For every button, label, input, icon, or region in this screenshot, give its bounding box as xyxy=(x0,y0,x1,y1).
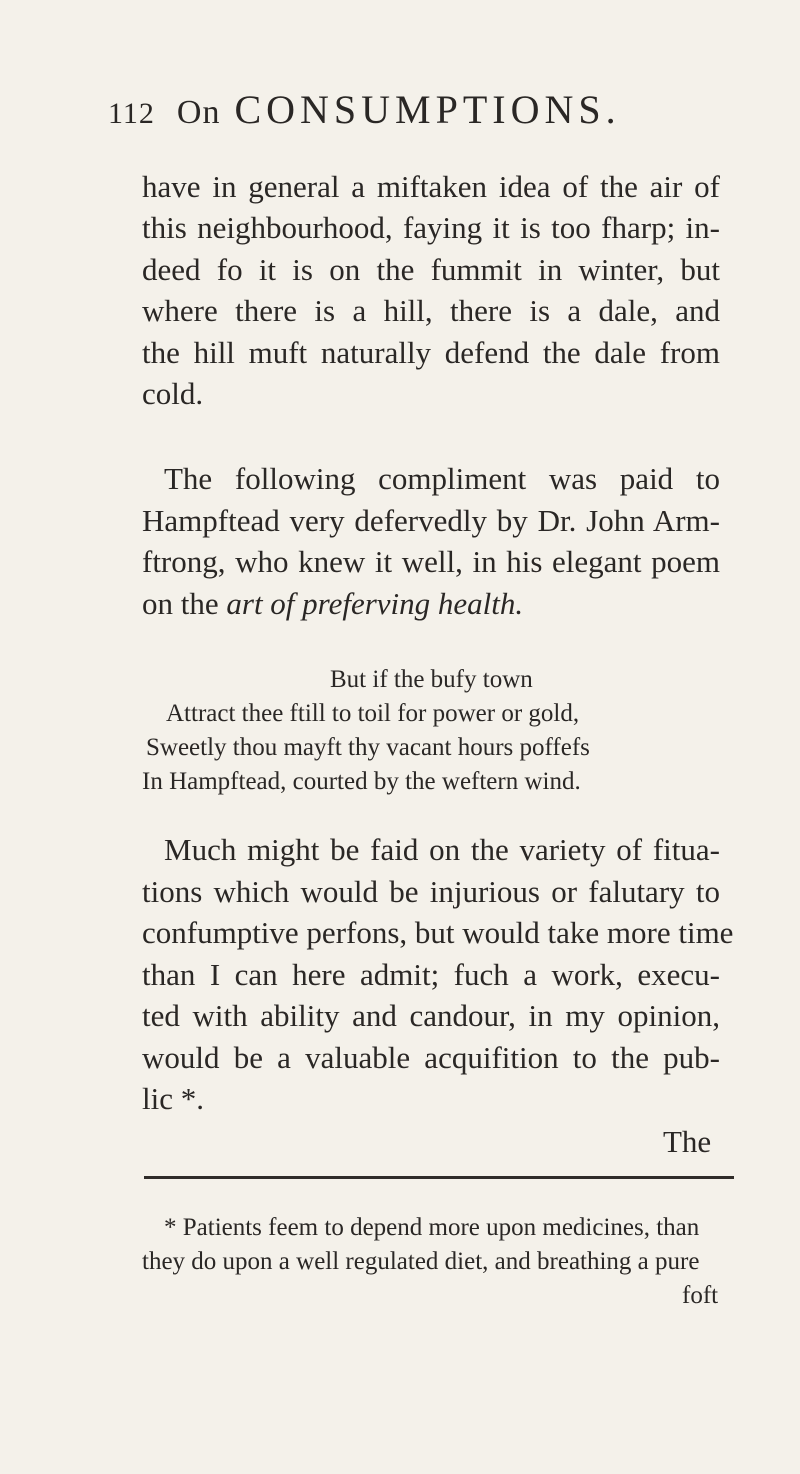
text-line: tions which would be injurious or falutary to xyxy=(142,874,720,909)
text-line: cold. xyxy=(142,376,204,411)
footnote-line: * Patients feem to depend more upon medicines, than xyxy=(164,1214,700,1241)
text-line: Much might be faid on the variety of fitua- xyxy=(164,832,720,867)
text-line: than I can here admit; fuch a work, execu- xyxy=(142,957,720,992)
text-line: The following compliment was paid to xyxy=(164,461,720,496)
text-line: deed fo it is on the fummit in winter, but xyxy=(142,252,720,287)
poem-line: Sweetly thou mayft thy vacant hours poffefs xyxy=(146,734,590,761)
catchword: The xyxy=(663,1124,712,1159)
poem-line: But if the bufy town xyxy=(330,666,533,693)
poem-line: In Hampftead, courted by the weftern wind. xyxy=(142,768,581,795)
poem-line: Attract thee ftill to toil for power or gold, xyxy=(166,700,580,727)
text-line: confumptive perfons, but would take more time xyxy=(142,915,734,950)
text-fragment: on the xyxy=(142,586,219,621)
text-line: ftrong, who knew it well, in his elegant poem xyxy=(142,544,720,579)
running-head-title: CONSUMPTIONS. xyxy=(234,87,621,132)
text-line: lic *. xyxy=(142,1081,204,1116)
footnote-rule xyxy=(144,1176,734,1179)
text-line xyxy=(142,584,720,624)
page-header xyxy=(108,86,728,136)
book-title-italic: art of preferving health. xyxy=(226,586,524,621)
text-line: the hill muft naturally defend the dale from xyxy=(142,335,720,370)
page-number: 112 xyxy=(108,97,155,130)
footnote-catchword: foft xyxy=(682,1282,719,1309)
text-line: Hampftead very defervedly by Dr. John Arm- xyxy=(142,503,720,538)
running-head xyxy=(177,86,621,133)
footnote-line: they do upon a well regulated diet, and breathing a pure xyxy=(142,1248,700,1275)
text-line: where there is a hill, there is a dale, and xyxy=(142,293,720,328)
running-head-on: On xyxy=(176,94,221,131)
text-line: this neighbourhood, faying it is too fharp; in- xyxy=(142,210,720,245)
text-line: have in general a miftaken idea of the air of xyxy=(142,169,720,204)
text-line: ted with ability and candour, in my opinion, xyxy=(142,998,720,1033)
text-line: would be a valuable acquifition to the pub- xyxy=(142,1040,720,1075)
